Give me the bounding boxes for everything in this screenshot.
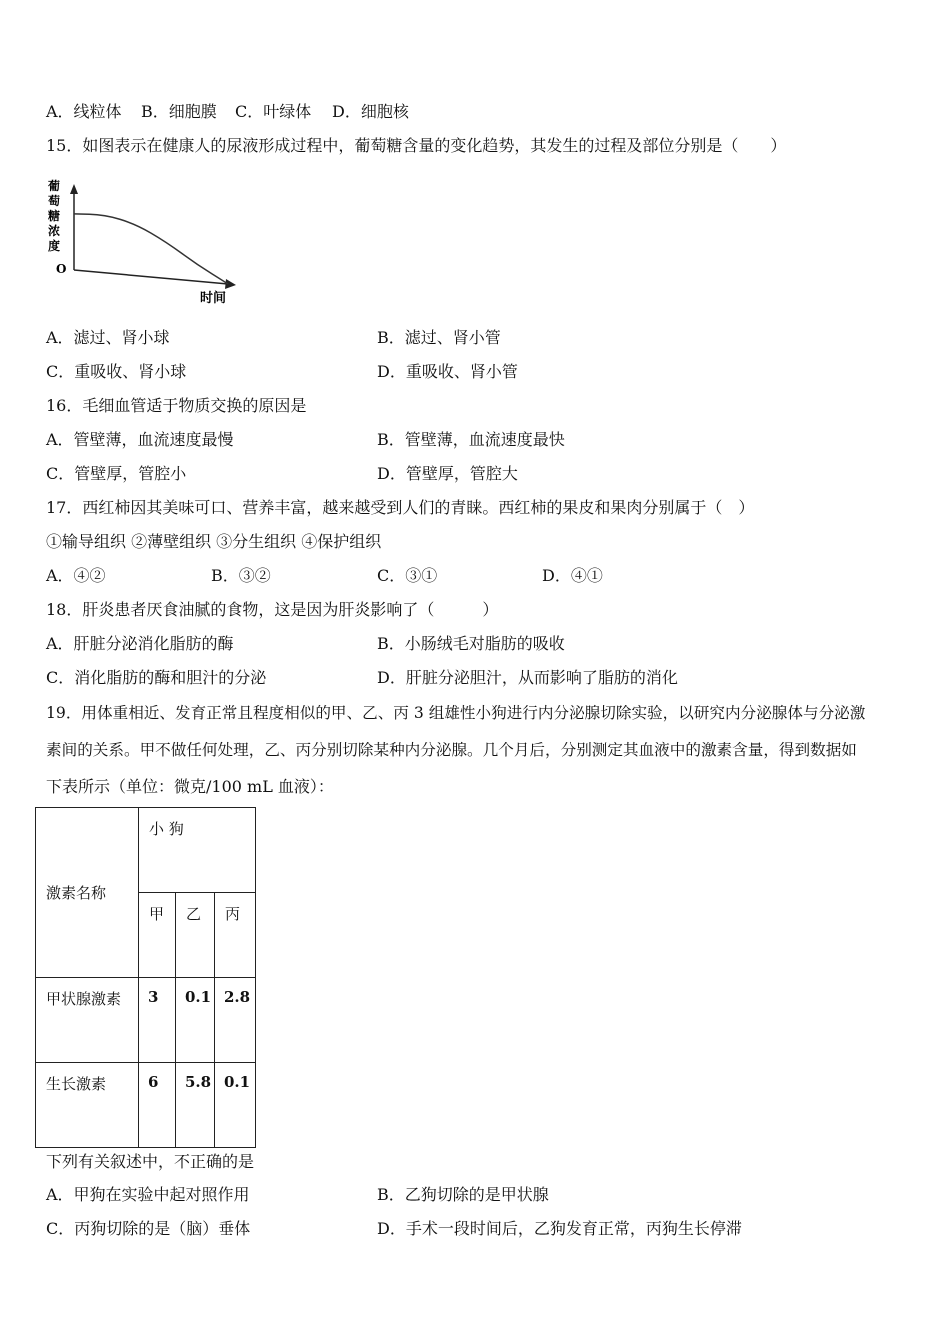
q15-option-b: B．滤过、肾小管: [377, 328, 501, 347]
col-header-jia-text: 甲: [149, 905, 165, 923]
row-name-thyroxine-text: 甲状腺激素: [46, 990, 122, 1008]
x-axis-arrow: [225, 279, 236, 289]
q19-stem-line2: 素间的关系。甲不做任何处理，乙、丙分别切除某种内分泌腺。几个月后，分别测定其血液中的激素含量，得到数据如: [46, 741, 857, 759]
cell: [215, 1063, 256, 1148]
row-name-thyroxine: [36, 978, 139, 1063]
q19-question: 下列有关叙述中，不正确的是: [46, 1152, 255, 1171]
col-header-jia: [139, 893, 176, 978]
cell-text: 0.1: [185, 988, 212, 1006]
q17-option-d: D．④①: [542, 566, 603, 585]
cell: [215, 978, 256, 1063]
row-name-growth: [36, 1063, 139, 1148]
origin-label: O: [56, 262, 67, 276]
hormone-table: [35, 807, 256, 1148]
y-axis-label: [47, 178, 60, 253]
q14-option-c: C．叶绿体: [235, 102, 312, 121]
y-axis-label-char: 糖: [48, 209, 61, 223]
q15-option-a: A．滤过、肾小球: [46, 328, 170, 347]
q14-option-d: D．细胞核: [332, 102, 409, 121]
cell: [139, 978, 176, 1063]
q18-stem: 18．肝炎患者厌食油腻的食物，这是因为肝炎影响了（ ）: [46, 600, 499, 619]
col-header-bing: [215, 893, 256, 978]
q16-stem: 16．毛细血管适于物质交换的原因是: [46, 396, 307, 415]
y-axis-label-char: 葡: [48, 179, 61, 193]
q18-option-d: D．肝脏分泌胆汁，从而影响了脂肪的消化: [377, 668, 678, 687]
q16-option-a: A．管壁薄，血流速度最慢: [46, 430, 234, 449]
q15-option-c: C．重吸收、肾小球: [46, 362, 187, 381]
y-axis-arrow: [70, 184, 78, 194]
x-axis: [74, 270, 228, 284]
col-header-yi: [176, 893, 215, 978]
q15-stem: 15．如图表示在健康人的尿液形成过程中，葡萄糖含量的变化趋势，其发生的过程及部位分别是（ ）: [46, 136, 787, 155]
cell-text: 6: [148, 1073, 159, 1091]
x-axis-label: 时间: [200, 291, 227, 306]
header-hormone-name: [36, 808, 139, 978]
cell-text: 2.8: [224, 988, 251, 1006]
cell-text: 5.8: [185, 1073, 212, 1091]
cell: [176, 978, 215, 1063]
q16-option-d: D．管壁厚，管腔大: [377, 464, 518, 483]
q17-option-c: C．③①: [377, 566, 438, 585]
y-axis-label-char: 萄: [48, 194, 61, 208]
q17-stem: 17．西红柿因其美味可口、营养丰富，越来越受到人们的青睐。西红柿的果皮和果肉分别属于（ ）: [46, 498, 755, 517]
header-hormone-name-text: 激素名称: [46, 884, 107, 902]
col-header-yi-text: 乙: [186, 905, 202, 923]
q19-stem-line3: 下表所示（单位：微克/100 mL 血液）：: [46, 777, 334, 796]
q19-option-b: B．乙狗切除的是甲状腺: [377, 1185, 549, 1204]
q18-option-a: A．肝脏分泌消化脂肪的酶: [46, 634, 234, 653]
q19-option-c: C．丙狗切除的是（脑）垂体: [46, 1219, 251, 1238]
y-axis-label-char: 度: [48, 239, 61, 253]
col-header-bing-text: 丙: [225, 905, 241, 923]
q17-choices: ①输导组织 ②薄壁组织 ③分生组织 ④保护组织: [46, 532, 382, 551]
table-row: [36, 1063, 256, 1148]
q14-option-b: B．细胞膜: [141, 102, 217, 121]
q18-option-b: B．小肠绒毛对脂肪的吸收: [377, 634, 565, 653]
cell-text: 3: [148, 988, 159, 1006]
q19-option-a: A．甲狗在实验中起对照作用: [46, 1185, 250, 1204]
row-name-growth-text: 生长激素: [46, 1075, 107, 1093]
q18-option-c: C．消化脂肪的酶和胆汁的分泌: [46, 668, 267, 687]
header-puppy: [139, 808, 256, 893]
y-axis-label-char: 浓: [48, 224, 61, 238]
q15-option-d: D．重吸收、肾小管: [377, 362, 518, 381]
cell: [176, 1063, 215, 1148]
q15-chart: [42, 178, 252, 308]
q17-option-b: B．③②: [211, 566, 271, 585]
table-row: [36, 978, 256, 1063]
q19-stem-line1: 19．用体重相近、发育正常且程度相似的甲、乙、丙 3 组雄性小狗进行内分泌腺切除实验，以研究内分泌腺体与分泌激: [46, 704, 866, 722]
q17-option-a: A．④②: [46, 566, 106, 585]
q16-option-b: B．管壁薄，血流速度最快: [377, 430, 565, 449]
cell-text: 0.1: [224, 1073, 251, 1091]
q19-option-d: D．手术一段时间后，乙狗发育正常，丙狗生长停滞: [377, 1219, 742, 1238]
q16-option-c: C．管壁厚，管腔小: [46, 464, 187, 483]
glucose-curve: [74, 214, 228, 284]
cell: [139, 1063, 176, 1148]
header-puppy-text: 小 狗: [149, 820, 184, 838]
q14-option-a: A．线粒体: [46, 102, 122, 121]
